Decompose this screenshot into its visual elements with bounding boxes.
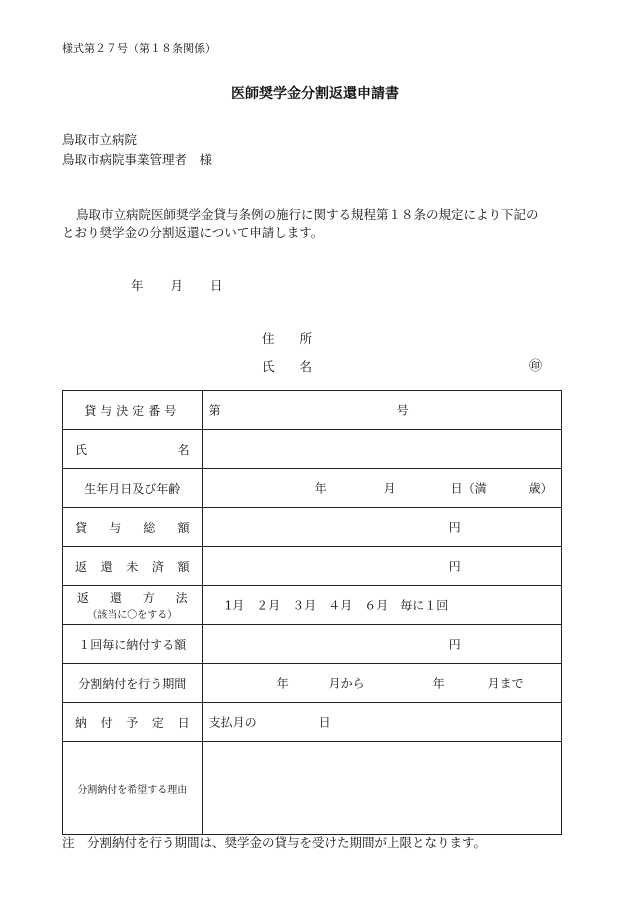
- table-row: [63, 586, 562, 625]
- form-number: 様式第２７号（第１８条関係）: [62, 42, 216, 55]
- applicant-name-label: 氏 名: [262, 359, 313, 374]
- birthdate-age-label: 生年月日及び年齢: [84, 481, 181, 496]
- date-year-label: 年: [131, 278, 144, 293]
- table-row: [63, 547, 562, 586]
- unpaid-balance-field[interactable]: 円: [202, 547, 561, 586]
- table-row: [63, 703, 562, 742]
- unpaid-balance-label: 返 還 未 済 額: [75, 559, 190, 574]
- per-payment-amount-label: １回毎に納付する額: [78, 637, 187, 652]
- table-row: [63, 742, 562, 835]
- application-date: [131, 276, 223, 294]
- installment-period-label: 分割納付を行う期間: [78, 676, 187, 691]
- total-loan-field[interactable]: 円: [202, 508, 561, 547]
- page-title: 医師奨学金分割返還申請書: [231, 86, 399, 102]
- repayment-method-field[interactable]: 1月 ２月 ３月 ４月 ６月 毎に１回: [202, 586, 561, 625]
- body-text-line1: 鳥取市立病院医師奨学金貸与条例の施行に関する規程第１８条の規定により下記の: [76, 207, 539, 222]
- table-row: [63, 430, 562, 469]
- total-loan-label: 貸 与 総 額: [75, 520, 190, 535]
- table-row: [63, 625, 562, 664]
- per-payment-amount-field[interactable]: 円: [202, 625, 561, 664]
- footnote: 注 分割納付を行う期間は、奨学金の貸与を受けた期間が上限となります。: [62, 835, 487, 850]
- loan-decision-number-field[interactable]: 第 号: [202, 391, 561, 430]
- name-field[interactable]: [202, 430, 561, 469]
- applicant-address-label: 住 所: [262, 331, 313, 346]
- table-row: [63, 469, 562, 508]
- repayment-method-sublabel: （該当に〇をする）: [87, 610, 178, 621]
- birthdate-age-field[interactable]: 年 月 日（満 歳）: [202, 469, 561, 508]
- seal-mark-icon: ㊞: [529, 359, 543, 374]
- installment-reason-label: 分割納付を希望する理由: [77, 784, 188, 796]
- installment-period-field[interactable]: 年 月から 年 月まで: [202, 664, 561, 703]
- body-text-line2: とおり奨学金の分割返還について申請します。: [62, 225, 324, 240]
- addressee-hospital: 鳥取市立病院: [62, 132, 138, 147]
- loan-decision-number-label: 貸与決定番号: [84, 403, 181, 418]
- application-table: [62, 390, 562, 835]
- date-day-label: 日: [210, 278, 223, 293]
- table-row: [63, 664, 562, 703]
- date-month-label: 月: [170, 278, 184, 293]
- table-row: [63, 508, 562, 547]
- scheduled-payment-date-label: 納 付 予 定 日: [75, 715, 190, 730]
- scheduled-payment-date-field[interactable]: 支払月の 日: [202, 703, 561, 742]
- name-label: 氏 名: [75, 442, 190, 457]
- repayment-method-label: 返 還 方 法: [77, 591, 188, 605]
- table-row: [63, 391, 562, 430]
- addressee-manager: 鳥取市病院事業管理者 様: [62, 152, 213, 167]
- installment-reason-field[interactable]: [202, 742, 561, 835]
